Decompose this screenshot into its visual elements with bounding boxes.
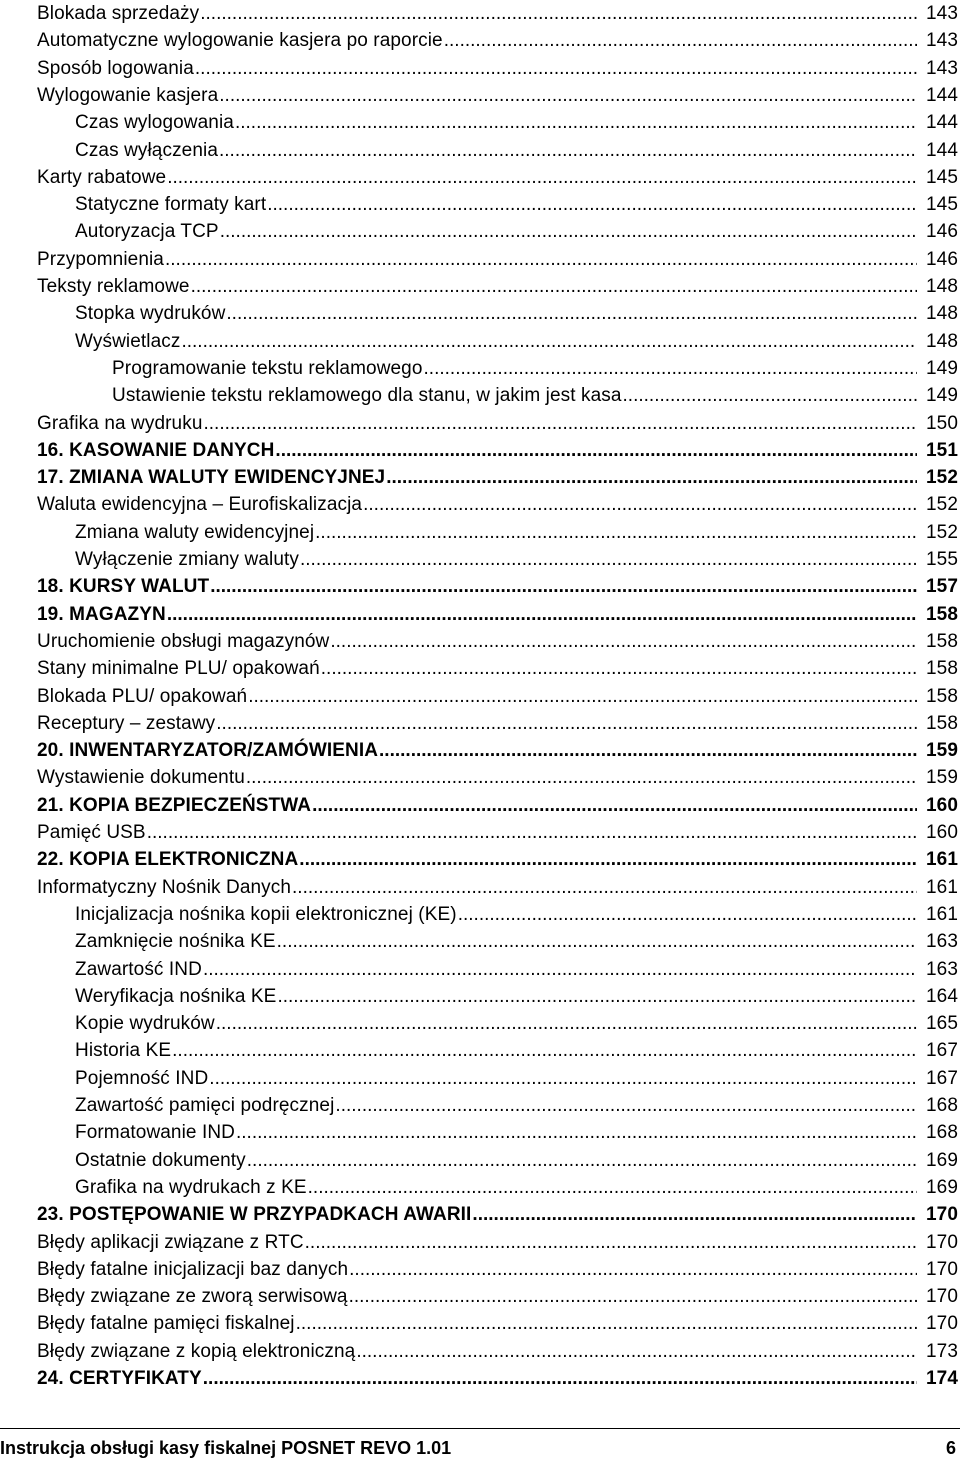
toc-entry[interactable] (37, 1229, 960, 1256)
toc-entry[interactable] (75, 1092, 960, 1119)
toc-entry[interactable] (37, 1283, 960, 1310)
toc-row[interactable] (0, 1010, 960, 1037)
toc-dot-leader (195, 58, 917, 82)
toc-row[interactable] (0, 1065, 960, 1092)
toc-dot-leader (247, 1150, 917, 1174)
toc-dot-leader (335, 1095, 917, 1119)
toc-dot-leader (623, 385, 917, 409)
toc-entry[interactable] (75, 1065, 960, 1092)
toc-entry-page-number: 170 (925, 1204, 958, 1226)
toc-entry-page-number: 144 (925, 139, 958, 161)
toc-entry[interactable] (37, 846, 960, 873)
toc-row[interactable] (0, 491, 960, 518)
toc-row[interactable] (0, 1338, 960, 1365)
toc-dot-leader (296, 1313, 917, 1337)
toc-entry[interactable] (75, 1174, 960, 1201)
toc-entry-page-number: 159 (925, 767, 958, 789)
toc-dot-leader (246, 767, 917, 791)
toc-entry-page-number: 173 (925, 1340, 958, 1362)
toc-dot-leader (216, 1013, 917, 1037)
toc-entry-title: Formatowanie IND (75, 1122, 235, 1144)
footer-page-number: 6 (945, 1438, 956, 1458)
toc-dot-leader (165, 249, 917, 273)
toc-entry[interactable] (37, 464, 960, 491)
toc-row[interactable] (0, 1256, 960, 1283)
toc-row[interactable] (0, 655, 960, 682)
toc-entry-page-number: 144 (925, 84, 958, 106)
toc-entry-title: Wystawienie dokumentu (37, 767, 245, 789)
toc-entry-title: 23. POSTĘPOWANIE W PRZYPADKACH AWARII (37, 1204, 472, 1226)
toc-row[interactable] (0, 710, 960, 737)
toc-dot-leader (444, 30, 917, 54)
toc-entry-page-number: 168 (925, 1122, 958, 1144)
toc-dot-leader (305, 1232, 917, 1256)
toc-entry-title: Statyczne formaty kart (75, 194, 267, 216)
toc-entry-title: 24. CERTYFIKATY (37, 1368, 202, 1389)
toc-dot-leader (292, 877, 917, 901)
toc-entry-page-number: 145 (925, 166, 958, 188)
toc-entry-title: Informatyczny Nośnik Danych (37, 876, 292, 898)
toc-entry-page-number: 161 (925, 903, 958, 925)
toc-entry[interactable] (75, 328, 960, 355)
toc-entry-page-number: 161 (925, 849, 958, 871)
toc-entry-page-number: 158 (925, 658, 958, 680)
toc-entry-title: Automatyczne wylogowanie kasjera po raporcie (37, 30, 443, 52)
toc-row[interactable] (0, 27, 960, 54)
toc-entry[interactable] (75, 983, 960, 1010)
toc-dot-leader (349, 1259, 917, 1283)
toc-entry-title: Wylogowanie kasjera (37, 84, 219, 106)
toc-chapter-row[interactable] (0, 1201, 960, 1228)
toc-entry-page-number: 148 (925, 303, 958, 325)
toc-entry-title: Teksty reklamowe (37, 276, 190, 297)
toc-entry-title: Zawartość IND (75, 958, 202, 980)
toc-row[interactable] (0, 519, 960, 546)
toc-entry-title: 20. INWENTARYZATOR/ZAMÓWIENIA (37, 740, 379, 762)
toc-dot-leader (275, 440, 917, 464)
toc-dot-leader (203, 959, 917, 983)
toc-row[interactable] (0, 1283, 960, 1310)
toc-dot-leader (248, 686, 917, 710)
toc-entry-page-number: 161 (925, 876, 958, 898)
toc-entry-title: Czas wyłączenia (75, 139, 218, 161)
toc-row[interactable] (0, 628, 960, 655)
toc-entry-page-number: 152 (925, 494, 958, 516)
toc-entry-page-number: 163 (925, 958, 958, 980)
toc-entry[interactable] (37, 737, 960, 764)
toc-entry[interactable] (37, 491, 960, 518)
toc-chapter-row[interactable] (0, 437, 960, 464)
toc-entry[interactable] (75, 928, 960, 955)
toc-dot-leader (308, 1177, 917, 1201)
toc-entry-page-number: 170 (925, 1286, 958, 1308)
toc-entry[interactable] (37, 27, 960, 54)
toc-row[interactable] (0, 874, 960, 901)
toc-dot-leader (235, 112, 917, 136)
toc-entry[interactable] (75, 191, 960, 218)
toc-entry-title: Stany minimalne PLU/ opakowań (37, 658, 320, 680)
toc-entry[interactable] (37, 273, 960, 300)
toc-entry-title: Błędy związane z kopią elektroniczną (37, 1340, 356, 1362)
toc-dot-leader (312, 795, 917, 819)
toc-entry-page-number: 150 (925, 412, 958, 434)
toc-dot-leader (472, 1204, 917, 1228)
toc-entry-page-number: 143 (925, 30, 958, 52)
toc-chapter-row[interactable] (0, 464, 960, 491)
toc-entry[interactable] (75, 546, 960, 573)
toc-entry[interactable] (37, 573, 960, 600)
toc-row[interactable] (0, 218, 960, 245)
toc-dot-leader (330, 631, 917, 655)
toc-dot-leader (300, 549, 917, 573)
toc-row[interactable] (0, 382, 960, 409)
toc-entry[interactable] (37, 1365, 960, 1392)
toc-entry[interactable] (37, 792, 960, 819)
toc-entry-page-number: 174 (925, 1368, 958, 1389)
toc-entry-title: Zawartość pamięci podręcznej (75, 1095, 335, 1116)
toc-entry[interactable] (37, 710, 960, 737)
toc-dot-leader (172, 1040, 917, 1064)
toc-entry-page-number: 158 (925, 685, 958, 707)
toc-entry-title: Ustawienie tekstu reklamowego dla stanu, w jakim jest kasa (112, 385, 622, 407)
toc-entry-title: Czas wylogowania (75, 112, 234, 134)
toc-entry[interactable] (75, 300, 960, 327)
toc-dot-leader (203, 413, 917, 437)
toc-entry-page-number: 151 (925, 439, 958, 461)
toc-entry-title: Kopie wydruków (75, 1013, 215, 1035)
toc-entry-page-number: 170 (925, 1258, 958, 1280)
toc-chapter-row[interactable] (0, 601, 960, 628)
toc-entry-title: Błędy aplikacji związane z RTC (37, 1231, 304, 1253)
footer-document-title: Instrukcja obsługi kasy fiskalnej POSNET REVO 1.01 (0, 1438, 452, 1458)
toc-chapter-row[interactable] (0, 737, 960, 764)
toc-entry[interactable] (37, 819, 960, 846)
toc-chapter-row[interactable] (0, 846, 960, 873)
toc-row[interactable] (0, 410, 960, 437)
toc-entry-page-number: 146 (925, 248, 958, 270)
toc-entry-page-number: 160 (925, 822, 958, 843)
toc-dot-leader (210, 576, 917, 600)
toc-entry-page-number: 159 (925, 740, 958, 762)
toc-entry[interactable] (37, 874, 960, 901)
toc-dot-leader (167, 604, 917, 628)
toc-entry-page-number: 143 (925, 3, 958, 24)
toc-dot-leader (203, 1368, 917, 1392)
toc-entry[interactable] (37, 655, 960, 682)
toc-entry-page-number: 143 (925, 57, 958, 79)
toc-entry-title: Wyświetlacz (75, 330, 181, 352)
toc-entry-title: Błędy związane ze zworą serwisową (37, 1286, 348, 1308)
toc-entry-title: 22. KOPIA ELEKTRONICZNA (37, 849, 299, 871)
toc-chapter-row[interactable] (0, 573, 960, 600)
toc-entry-title: Receptury – zestawy (37, 712, 216, 734)
toc-row[interactable] (0, 328, 960, 355)
toc-entry-page-number: 157 (925, 576, 958, 598)
toc-entry-page-number: 158 (925, 712, 958, 734)
toc-entry[interactable] (75, 218, 960, 245)
toc-entry[interactable] (112, 355, 960, 382)
toc-row[interactable] (0, 819, 960, 846)
toc-entry-page-number: 169 (925, 1149, 958, 1171)
toc-entry-title: Karty rabatowe (37, 166, 167, 188)
toc-entry[interactable] (75, 137, 960, 164)
toc-row[interactable] (0, 137, 960, 164)
toc-entry[interactable] (37, 1256, 960, 1283)
toc-row[interactable] (0, 928, 960, 955)
toc-entry[interactable] (37, 601, 960, 628)
toc-dot-leader (277, 986, 917, 1010)
toc-row[interactable] (0, 1310, 960, 1337)
toc-entry-page-number: 168 (925, 1095, 958, 1116)
toc-entry-page-number: 152 (925, 467, 958, 489)
toc-entry-title: Wyłączenie zmiany waluty (75, 549, 299, 570)
toc-entry-page-number: 149 (925, 357, 958, 379)
toc-dot-leader (147, 822, 917, 846)
toc-dot-leader (356, 1341, 917, 1365)
toc-entry[interactable] (37, 246, 960, 273)
toc-entry-title: 21. KOPIA BEZPIECZEŃSTWA (37, 794, 312, 816)
toc-row[interactable] (0, 55, 960, 82)
toc-dot-leader (315, 522, 917, 546)
toc-entry-page-number: 170 (925, 1313, 958, 1335)
toc-row[interactable] (0, 109, 960, 136)
toc-entry[interactable] (37, 628, 960, 655)
toc-dot-leader (321, 658, 917, 682)
toc-chapter-row[interactable] (0, 1365, 960, 1392)
toc-entry-page-number: 167 (925, 1040, 958, 1062)
toc-row[interactable] (0, 983, 960, 1010)
toc-entry-title: Grafika na wydruku (37, 412, 203, 434)
toc-entry-title: 19. MAGAZYN (37, 603, 166, 625)
toc-entry-page-number: 158 (925, 603, 958, 625)
toc-entry-title: Programowanie tekstu reklamowego (112, 357, 423, 379)
toc-row[interactable] (0, 683, 960, 710)
toc-entry-title: Zmiana waluty ewidencyjnej (75, 521, 315, 543)
toc-entry[interactable] (75, 109, 960, 136)
toc-entry-title: Błędy fatalne pamięci fiskalnej (37, 1313, 295, 1335)
toc-dot-leader (226, 303, 917, 327)
toc-dot-leader (200, 3, 917, 27)
toc-entry-title: 16. KASOWANIE DANYCH (37, 439, 275, 461)
toc-entry-title: Sposób logowania (37, 57, 194, 79)
toc-entry-page-number: 164 (925, 985, 958, 1007)
toc-dot-leader (379, 740, 917, 764)
toc-entry[interactable] (37, 164, 960, 191)
toc-dot-leader (220, 221, 917, 245)
toc-entry-page-number: 148 (925, 330, 958, 352)
toc-dot-leader (181, 331, 917, 355)
toc-dot-leader (349, 1286, 917, 1310)
toc-row[interactable] (0, 191, 960, 218)
toc-entry[interactable] (37, 1201, 960, 1228)
toc-row[interactable] (0, 273, 960, 300)
toc-row[interactable] (0, 764, 960, 791)
toc-dot-leader (167, 167, 917, 191)
toc-entry-title: Inicjalizacja nośnika kopii elektronicznej (KE) (75, 903, 457, 925)
toc-entry-page-number: 163 (925, 931, 958, 953)
toc-entry-title: Stopka wydruków (75, 303, 226, 325)
toc-entry-title: Autoryzacja TCP (75, 221, 219, 243)
toc-row[interactable] (0, 1229, 960, 1256)
toc-entry[interactable] (75, 901, 960, 928)
toc-entry-page-number: 170 (925, 1231, 958, 1253)
toc-entry[interactable] (37, 410, 960, 437)
page-footer (0, 1428, 960, 1463)
toc-entry[interactable] (37, 82, 960, 109)
toc-entry-page-number: 145 (925, 194, 958, 216)
toc-entry[interactable] (75, 1147, 960, 1174)
toc-entry[interactable] (37, 764, 960, 791)
toc-chapter-row[interactable] (0, 792, 960, 819)
toc-dot-leader (424, 358, 917, 382)
toc-dot-leader (209, 1068, 917, 1092)
toc-entry-title: Uruchomienie obsługi magazynów (37, 630, 330, 652)
toc-entry-title: 17. ZMIANA WALUTY EWIDENCYJNEJ (37, 467, 386, 489)
footer-divider (0, 1428, 960, 1429)
toc-dot-leader (191, 276, 917, 300)
toc-row[interactable] (0, 1092, 960, 1119)
toc-dot-leader (219, 140, 917, 164)
toc-row[interactable] (0, 0, 960, 27)
toc-row[interactable] (0, 300, 960, 327)
toc-entry-page-number: 144 (925, 112, 958, 134)
toc-entry-page-number: 149 (925, 385, 958, 407)
toc-row[interactable] (0, 1174, 960, 1201)
toc-dot-leader (216, 713, 917, 737)
toc-entry-title: Przypomnienia (37, 248, 164, 270)
toc-entry[interactable] (37, 1310, 960, 1337)
toc-entry-title: Blokada PLU/ opakowań (37, 685, 248, 707)
toc-entry-page-number: 148 (925, 276, 958, 297)
toc-row[interactable] (0, 546, 960, 573)
toc-entry-title: Historia KE (75, 1040, 172, 1062)
toc-entry-page-number: 165 (925, 1013, 958, 1035)
toc-entry[interactable] (37, 55, 960, 82)
toc-entry[interactable] (37, 683, 960, 710)
toc-row[interactable] (0, 164, 960, 191)
toc-entry[interactable] (37, 1338, 960, 1365)
toc-entry-title: Pamięć USB (37, 822, 146, 843)
toc-dot-leader (277, 931, 917, 955)
toc-entry-title: Ostatnie dokumenty (75, 1149, 246, 1171)
toc-entry[interactable] (37, 437, 960, 464)
toc-entry-title: Błędy fatalne inicjalizacji baz danych (37, 1258, 349, 1280)
toc-dot-leader (299, 849, 917, 873)
toc-entry-page-number: 167 (925, 1067, 958, 1089)
toc-row[interactable] (0, 355, 960, 382)
toc-entry[interactable] (112, 382, 960, 409)
toc-entry-page-number: 152 (925, 521, 958, 543)
toc-entry-title: Waluta ewidencyjna – Eurofiskalizacja (37, 494, 363, 516)
toc-entry[interactable] (37, 0, 960, 27)
toc-row[interactable] (0, 82, 960, 109)
toc-row[interactable] (0, 1147, 960, 1174)
toc-dot-leader (458, 904, 917, 928)
toc-entry[interactable] (75, 956, 960, 983)
toc-dot-leader (267, 194, 917, 218)
toc-entry-title: Zamknięcie nośnika KE (75, 931, 276, 953)
toc-entry[interactable] (75, 519, 960, 546)
toc-row[interactable] (0, 1037, 960, 1064)
toc-entry[interactable] (75, 1037, 960, 1064)
toc-entry-page-number: 155 (925, 549, 958, 570)
toc-entry-title: 18. KURSY WALUT (37, 576, 210, 598)
toc-entry-page-number: 146 (925, 221, 958, 243)
toc-row[interactable] (0, 901, 960, 928)
toc-entry-title: Pojemność IND (75, 1067, 209, 1089)
toc-row[interactable] (0, 246, 960, 273)
toc-entry-title: Blokada sprzedaży (37, 3, 200, 24)
toc-dot-leader (363, 494, 917, 518)
toc-dot-leader (236, 1122, 917, 1146)
toc-entry-page-number: 160 (925, 794, 958, 816)
toc-entry-page-number: 158 (925, 630, 958, 652)
toc-row[interactable] (0, 1119, 960, 1146)
toc-entry-title: Grafika na wydrukach z KE (75, 1176, 307, 1198)
toc-dot-leader (386, 467, 917, 491)
toc-entry-title: Weryfikacja nośnika KE (75, 985, 277, 1007)
toc-entry-page-number: 169 (925, 1176, 958, 1198)
toc-row[interactable] (0, 956, 960, 983)
toc-entry[interactable] (75, 1119, 960, 1146)
toc-entry[interactable] (75, 1010, 960, 1037)
toc-dot-leader (219, 85, 917, 109)
